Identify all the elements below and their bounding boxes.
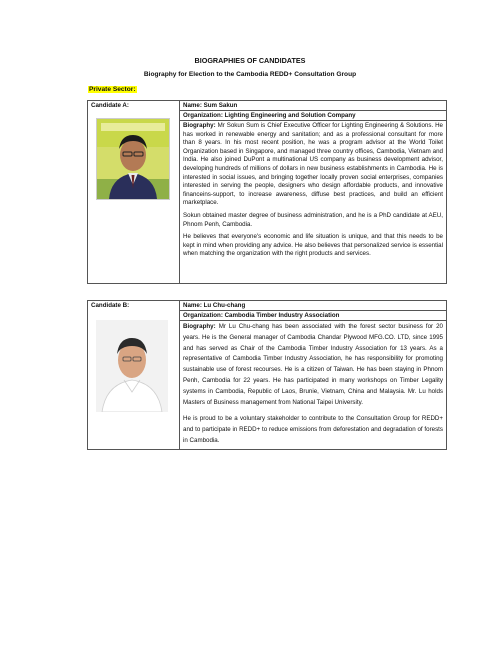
candidate-b-biography — [180, 321, 447, 450]
candidate-b-bio-paragraph-1: Mr Lu Chu-chang has been associated with the forest sector business for 20 years. He is the General manager of Cambodia Chandar Plywood MFG.CO. LTD, since 1995 and has served as Chair of the Cambodia Timber Industry Association for 13 years. As a representative of Cambodia Timber Industry Association, he has responsibility for promoting sustainable use of forest recourses. He is a citizen of Taiwan. He has been staying in Phnom Penh, Cambodia for 22 years. He has participated in many workshops on Timber Legality systems in Cambodia, Republic of Laos, Brunie, Vietnam, China and Malaysia. Mr. Lu holds Masters of Business management from National Taipei University. — [183, 323, 443, 406]
candidate-b-organization: Organization: Cambodia Timber Industry Association — [180, 311, 447, 321]
candidate-a-bio-label: Biography: — [183, 122, 216, 129]
sector-heading: Private Sector: — [89, 86, 136, 93]
candidate-b-name: Name: Lu Chu-chang — [180, 301, 447, 311]
document-title: BIOGRAPHIES OF CANDIDATES — [194, 56, 306, 65]
candidate-b-photo — [96, 320, 168, 412]
candidate-a-name: Name: Sum Sakun — [180, 101, 447, 111]
candidate-a-bio-paragraph-2: Sokun obtained master degree of business administration, and he is a PhD candidate at AEU, Phnom Penh, Cambodia. — [183, 211, 443, 228]
candidate-b-label: Candidate B: — [88, 301, 180, 450]
candidate-a-photo — [96, 118, 170, 200]
candidate-b-bio-paragraph-2: He is proud to be a voluntary stakeholder to contribute to the Consultation Group for REDD+ and to participate in REDD+ to reduce emissions from deforestation and degradation of forests in Cambodia. — [183, 415, 443, 444]
candidate-a-bio-paragraph-1: Mr Sokun Sum is Chief Executive Officer for Lighting Engineering & Solutions. He has worked in renewable energy and sanitation; and as a professional consultant for more than 8 years. In his most recent position, he was a program advisor at the World Toilet Organization based in Singapore, and managed three country offices, Cambodia, Vietnam and India. He also joined DuPont a multinational US company as business development advisor, developing hundreds of millions of dollars in new business establishments in Cambodia. He is interested in social issues, and bringing together locally proven social enterprises, companies interested in serving the people, designers who design affordable products, and innovative financeins-support, to increase awareness, diffuse best practices, and build an efficient marketplace. — [183, 122, 443, 207]
document-subtitle: Biography for Election to the Cambodia REDD+ Consultation Group — [143, 71, 357, 78]
candidate-a-label: Candidate A: — [88, 101, 180, 284]
candidate-a-bio-paragraph-3: He believes that everyone's economic and life situation is unique, and that this needs to be kept in mind when providing any advice. He also believes that personalized service is essential when matching the organization with the right products and services. — [183, 233, 443, 258]
candidate-b-bio-label: Biography: — [183, 323, 216, 330]
candidate-a-biography — [180, 121, 447, 284]
candidate-a-organization: Organization: Lighting Engineering and Solution Company — [180, 111, 447, 121]
